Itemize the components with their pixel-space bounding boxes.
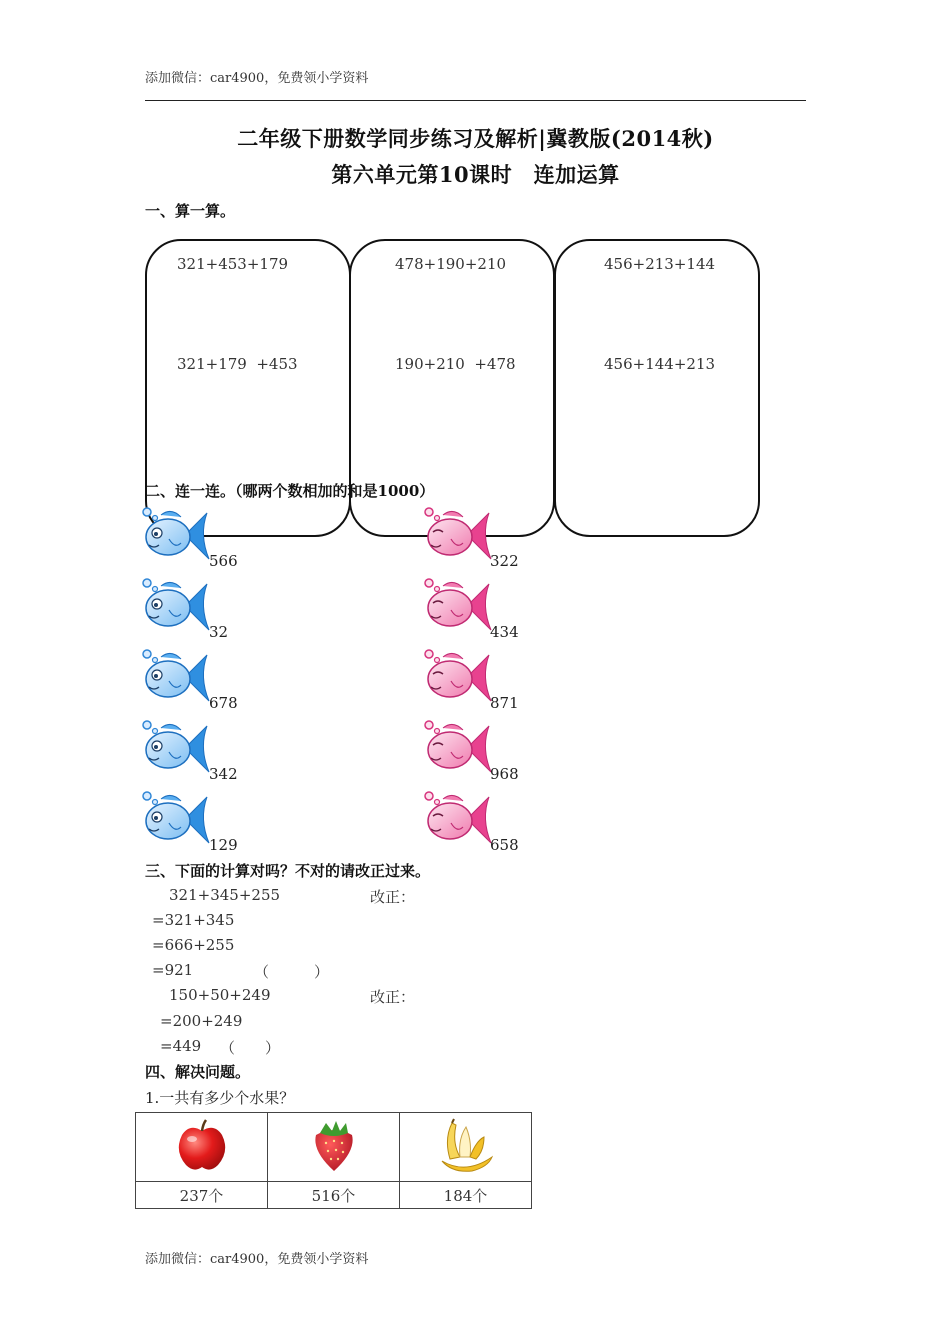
pink-fish-icon[interactable] [423,718,493,780]
right-number-1: 322 [490,552,519,570]
problem1-line-3: =666+255 [152,936,235,954]
right-number-2: 434 [490,623,519,641]
blue-fish-icon[interactable] [141,718,211,780]
header-divider [145,100,806,101]
blue-fish-icon[interactable] [141,576,211,638]
page-subtitle: 第六单元第10课时 连加运算 [331,162,620,187]
right-number-4: 968 [490,765,519,783]
problem1-line-1: 321+345+255 [169,886,281,904]
fruit-cell-strawberry [268,1113,400,1182]
problem1-fix-label: 改正： [370,888,416,906]
left-number-1: 566 [209,552,238,570]
fruit-table [135,1112,532,1209]
blue-fish-icon[interactable] [141,505,211,567]
section1-heading: 一、算一算。 [145,202,236,220]
section2-heading: 二、连一连。（哪两个数相加的和是1000） [145,482,435,500]
page-title: 二年级下册数学同步练习及解析|冀教版(2014秋) [237,126,714,151]
problem1-answer-mark[interactable]: （ ） [254,963,330,981]
apple-icon [174,1117,230,1173]
problem1-line-4: =921 [152,961,194,979]
left-number-4: 342 [209,765,238,783]
left-number-5: 129 [209,836,238,854]
header-note: 添加微信：car4900，免费领小学资料 [145,71,369,86]
banana-count: 184个 [400,1182,532,1209]
box3-expr-top: 456+213+144 [604,255,716,273]
problem2-fix-label: 改正： [370,988,416,1006]
blue-fish-icon[interactable] [141,647,211,709]
left-number-2: 32 [209,623,229,641]
section4-heading: 四、解决问题。 [145,1063,251,1081]
right-number-3: 871 [490,694,519,712]
section3-heading: 三、下面的计算对吗？不对的请改正过来。 [145,862,431,880]
box2-expr-top: 478+190+210 [395,255,507,273]
strawberry-icon [306,1117,362,1173]
box3-expr-bottom: 456+144+213 [604,355,716,373]
pink-fish-icon[interactable] [423,647,493,709]
box1-expr-top: 321+453+179 [177,255,289,273]
pink-fish-icon[interactable] [423,789,493,851]
box1-expr-bottom: 321+179 +453 [177,355,298,373]
box2-expr-bottom: 190+210 +478 [395,355,516,373]
blue-fish-icon[interactable] [141,789,211,851]
problem2-line-2: =200+249 [160,1012,243,1030]
apple-count: 237个 [136,1182,268,1209]
problem2-line-3: =449 [160,1037,202,1055]
footer-note: 添加微信：car4900，免费领小学资料 [145,1252,369,1267]
strawberry-count: 516个 [268,1182,400,1209]
fruit-cell-banana [400,1113,532,1182]
calc-box-3 [554,239,760,537]
banana-icon [436,1117,496,1173]
right-number-5: 658 [490,836,519,854]
problem2-answer-mark[interactable]: （ ） [220,1039,281,1057]
problem2-line-1: 150+50+249 [169,986,271,1004]
fruit-cell-apple [136,1113,268,1182]
question-1: 1.一共有多少个水果？ [145,1089,295,1107]
pink-fish-icon[interactable] [423,576,493,638]
left-number-3: 678 [209,694,238,712]
problem1-line-2: =321+345 [152,911,235,929]
pink-fish-icon[interactable] [423,505,493,567]
